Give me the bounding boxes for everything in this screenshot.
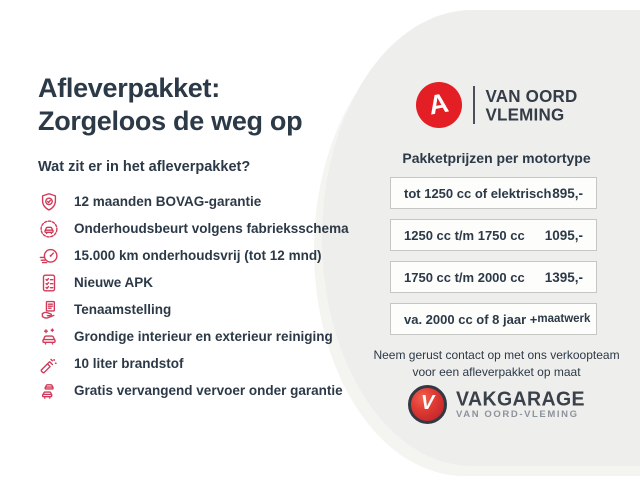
car-clean-icon (38, 326, 60, 348)
list-item (38, 242, 338, 269)
dealer-logo-icon (416, 82, 462, 128)
page-title-line1: Afleverpakket: (38, 73, 220, 103)
price-row-label: va. 2000 cc of 8 jaar + (404, 311, 538, 327)
price-row-label: tot 1250 cc of elektrisch (404, 185, 552, 201)
list-item (38, 269, 338, 296)
dealer-logo (384, 82, 609, 128)
price-row-label: 1250 cc t/m 1750 cc (404, 227, 525, 243)
dealer-name-line1: VAN OORD (485, 85, 578, 106)
dealer-logo-letter: A (426, 87, 451, 120)
list-item (38, 350, 338, 377)
list-item (38, 215, 349, 242)
list-item (38, 296, 338, 323)
list-item-label: 15.000 km onderhoudsvrij (tot 12 mnd) (74, 248, 322, 263)
price-row-value: 1395,- (544, 269, 583, 285)
list-item-label: Tenaamstelling (74, 302, 172, 317)
prices-heading: Pakketprijzen per motortype (402, 150, 591, 166)
vakgarage-brand-name: VAKGARAGE (456, 386, 585, 411)
list-item-label: 10 liter brandstof (74, 356, 184, 371)
vakgarage-sub-name: VAN OORD-VLEMING (456, 408, 579, 420)
contact-note (359, 347, 634, 380)
dealer-name-line2: VLEMING (485, 103, 565, 124)
hand-document-icon (38, 299, 60, 321)
price-row-value: 1095,- (544, 227, 583, 243)
list-item (38, 377, 343, 404)
dealer-logo-name (486, 87, 578, 124)
price-table (390, 177, 597, 345)
delivery-package-checklist (38, 188, 349, 404)
checklist-icon (38, 272, 60, 294)
page-title (38, 72, 338, 138)
price-row (390, 177, 597, 209)
price-row-label: 1750 cc t/m 2000 cc (404, 269, 525, 285)
list-item-label: Grondige interieur en exterieur reiniging (74, 329, 333, 344)
list-item-label: Nieuwe APK (74, 275, 154, 290)
car-service-icon (38, 218, 60, 240)
vakgarage-logo (384, 385, 609, 424)
shield-check-icon (38, 191, 60, 213)
vakgarage-logo-icon (408, 385, 447, 424)
list-item-label: 12 maanden BOVAG-garantie (74, 194, 262, 209)
price-row (390, 219, 597, 251)
list-item (38, 188, 338, 215)
replacement-car-icon (38, 380, 60, 402)
odometer-icon (38, 245, 60, 267)
list-item (38, 323, 338, 350)
contact-note-line1: Neem gerust contact op met ons verkoopteam (373, 348, 620, 362)
list-item-label: Onderhoudsbeurt volgens fabrieksschema (74, 221, 349, 236)
price-row (390, 261, 597, 293)
logo-divider (473, 86, 475, 124)
list-item-label: Gratis vervangend vervoer onder garantie (74, 383, 343, 398)
page-title-line2: Zorgeloos de weg op (38, 106, 303, 136)
contact-note-line2: voor een afleverpakket op maat (412, 364, 581, 379)
vakgarage-logo-letter: V (420, 392, 435, 414)
price-row (390, 303, 597, 335)
checklist-heading: Wat zit er in het afleverpakket? (38, 159, 251, 175)
fuel-pump-icon (38, 353, 60, 375)
price-row-value: 895,- (552, 185, 583, 201)
vakgarage-logo-text (456, 386, 585, 421)
price-row-value: maatwerk (537, 313, 591, 325)
